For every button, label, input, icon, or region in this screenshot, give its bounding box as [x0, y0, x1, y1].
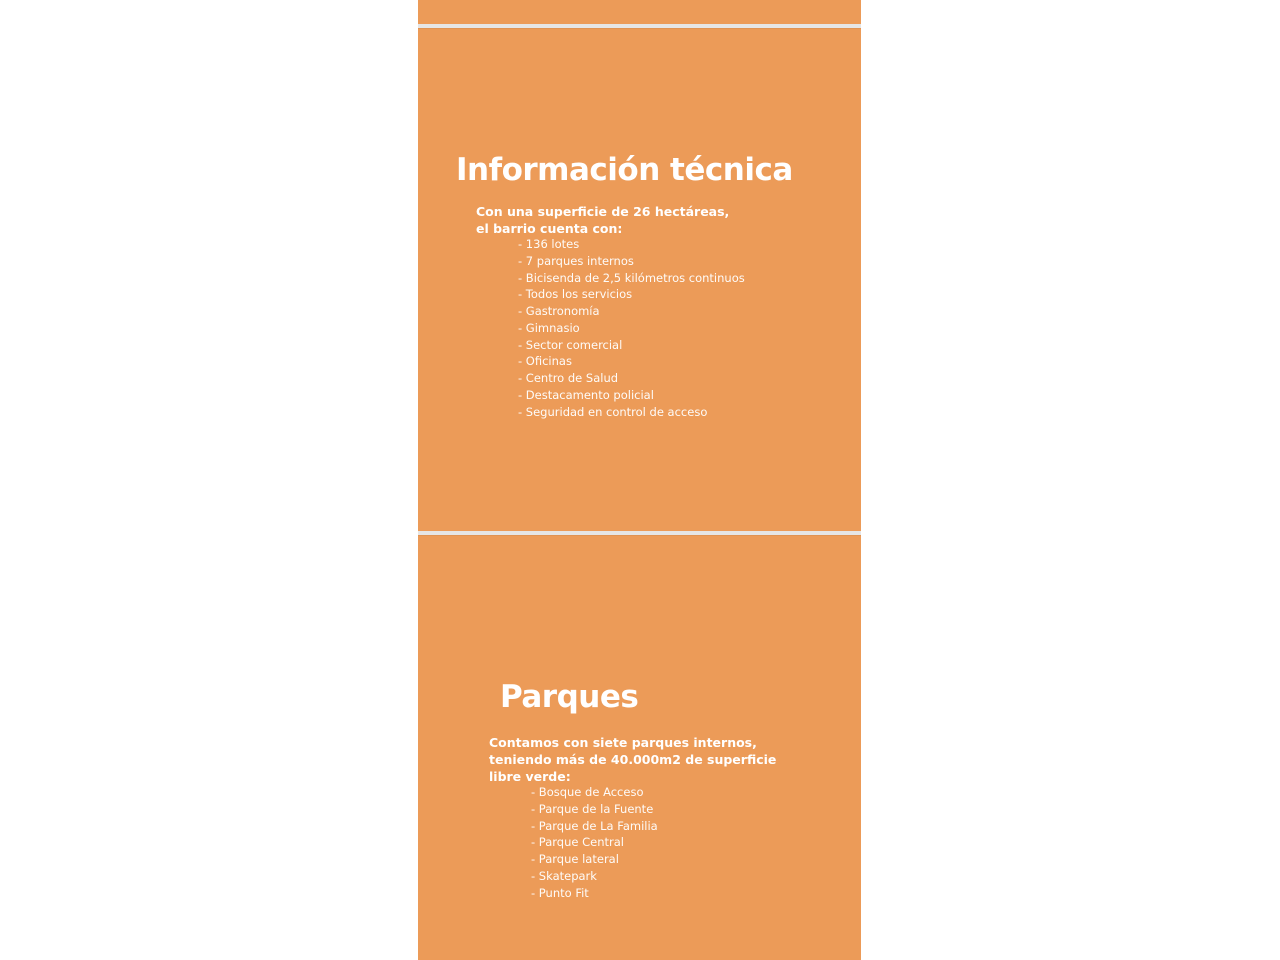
intro-line: libre verde: [489, 769, 571, 784]
list-item: - Gastronomía [518, 304, 600, 318]
list-item: - Centro de Salud [518, 371, 619, 385]
list-item: - Todos los servicios [518, 287, 633, 302]
list-item: - Parque de La Familia [531, 818, 658, 833]
intro-line: el barrio cuenta con: [476, 221, 623, 236]
parques-title: Parques [500, 679, 639, 715]
section-divider [418, 531, 861, 535]
top-divider [418, 24, 861, 28]
informacion-tecnica-intro [476, 203, 729, 237]
list-item: - Parque lateral [531, 852, 619, 866]
list-item: - Punto Fit [531, 885, 589, 900]
list-item: - 7 parques internos [518, 253, 634, 268]
list-item: - Destacamento policial [518, 387, 654, 402]
parques-list [531, 784, 658, 901]
informacion-tecnica-title: Información técnica [456, 152, 793, 188]
list-item: - 136 lotes [518, 237, 580, 251]
list-item: - Gimnasio [518, 320, 580, 335]
list-item: - Sector comercial [518, 337, 623, 352]
list-item: - Parque de la Fuente [531, 801, 654, 816]
parques-intro [489, 734, 776, 785]
list-item: - Parque Central [531, 835, 624, 850]
content-panel [418, 0, 861, 960]
intro-line: Con una superficie de 26 hectáreas, [476, 204, 730, 219]
intro-line: Contamos con siete parques internos, [489, 735, 757, 750]
list-item: - Bosque de Acceso [531, 785, 644, 799]
list-item: - Oficinas [518, 354, 572, 369]
list-item: - Bicisenda de 2,5 kilómetros continuos [518, 270, 745, 285]
list-item: - Skatepark [531, 868, 597, 883]
intro-line: teniendo más de 40.000m2 de superficie [489, 752, 777, 767]
informacion-tecnica-list [518, 236, 745, 420]
list-item: - Seguridad en control de acceso [518, 404, 708, 419]
